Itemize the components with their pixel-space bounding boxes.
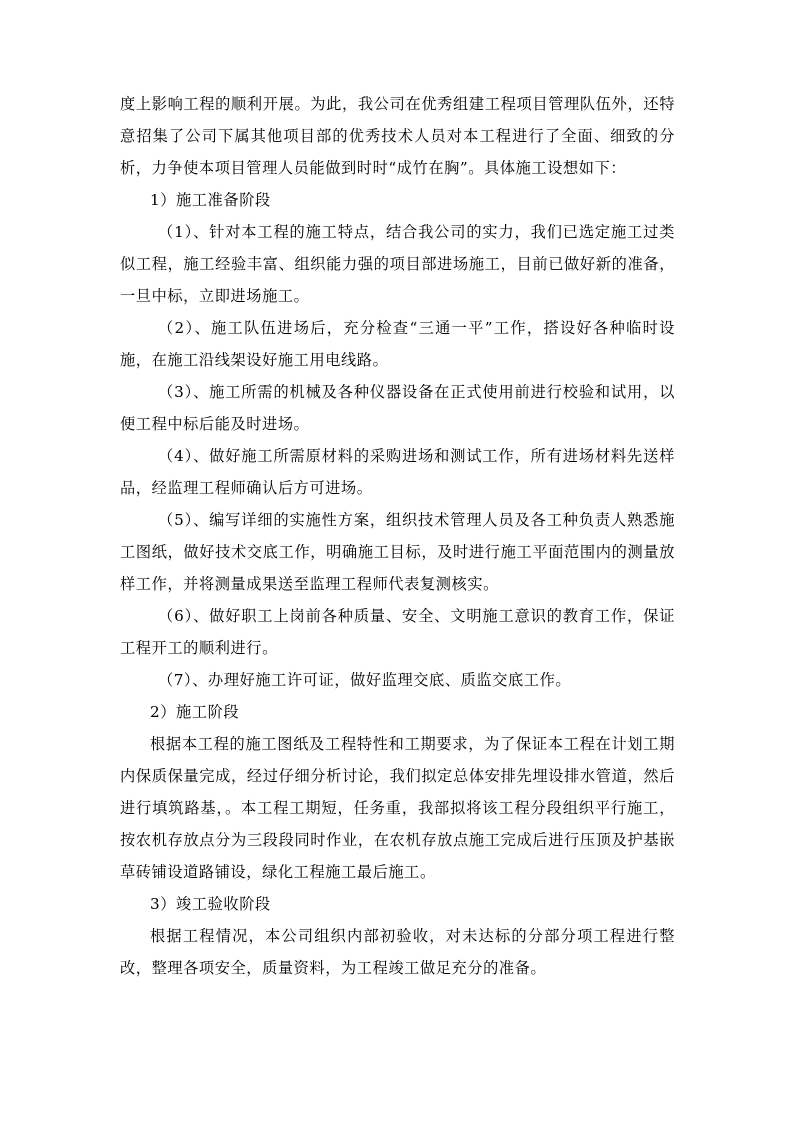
list-item-2: （2）、施工队伍进场后，充分检查“三通一平”工作，搭设好各种临时设施，在施工沿线架设好施工用电线路。 (120, 319, 675, 369)
list-item-3: （3）、施工所需的机械及各种仪器设备在正式使用前进行校验和试用，以便工程中标后能及时进场。 (120, 383, 675, 433)
section-heading-construction: 2）施工阶段 (150, 703, 240, 721)
paragraph-acceptance: 根据工程情况，本公司组织内部初验收，对未达标的分部分项工程进行整改，整理各项安全，质量资料，为工程竣工做足充分的准备。 (120, 927, 675, 977)
section-heading-preparation: 1）施工准备阶段 (150, 191, 271, 209)
document-body (120, 88, 675, 984)
list-item-4: （4）、做好施工所需原材料的采购进场和测试工作，所有进场材料先送样品，经监理工程师确认后方可进场。 (120, 447, 675, 497)
list-item-7: （7）、办理好施工许可证，做好监理交底、质监交底工作。 (158, 671, 572, 689)
list-item-1: （1）、针对本工程的施工特点，结合我公司的实力，我们已选定施工过类似工程，施工经验丰富、组织能力强的项目部进场施工，目前已做好新的准备，一旦中标，立即进场施工。 (120, 223, 675, 305)
list-item-5: （5）、编写详细的实施性方案，组织技术管理人员及各工种负责人熟悉施工图纸，做好技术交底工作，明确施工目标，及时进行施工平面范围内的测量放样工作，并将测量成果送至监理工程师代表复测核实。 (120, 511, 675, 593)
list-item-6: （6）、做好职工上岗前各种质量、安全、文明施工意识的教育工作，保证工程开工的顺利进行。 (120, 607, 675, 657)
paragraph-construction: 根据本工程的施工图纸及工程特性和工期要求，为了保证本工程在计划工期内保质保量完成，经过仔细分析讨论，我们拟定总体安排先埋设排水管道，然后进行填筑路基，。本工程工期短，任务重，我部拟将该工程分段组织平行施工，按农机存放点分为三段段同时作业，在农机存放点施工完成后进行压顶及护基嵌草砖铺设道路铺设，绿化工程施工最后施工。 (120, 735, 675, 881)
section-heading-acceptance: 3）竣工验收阶段 (150, 895, 271, 913)
paragraph-intro: 度上影响工程的顺利开展。为此，我公司在优秀组建工程项目管理队伍外，还特意招集了公司下属其他项目部的优秀技术人员对本工程进行了全面、细致的分析，力争使本项目管理人员能做到时时“成竹在胸”。具体施工设想如下： (120, 95, 675, 177)
